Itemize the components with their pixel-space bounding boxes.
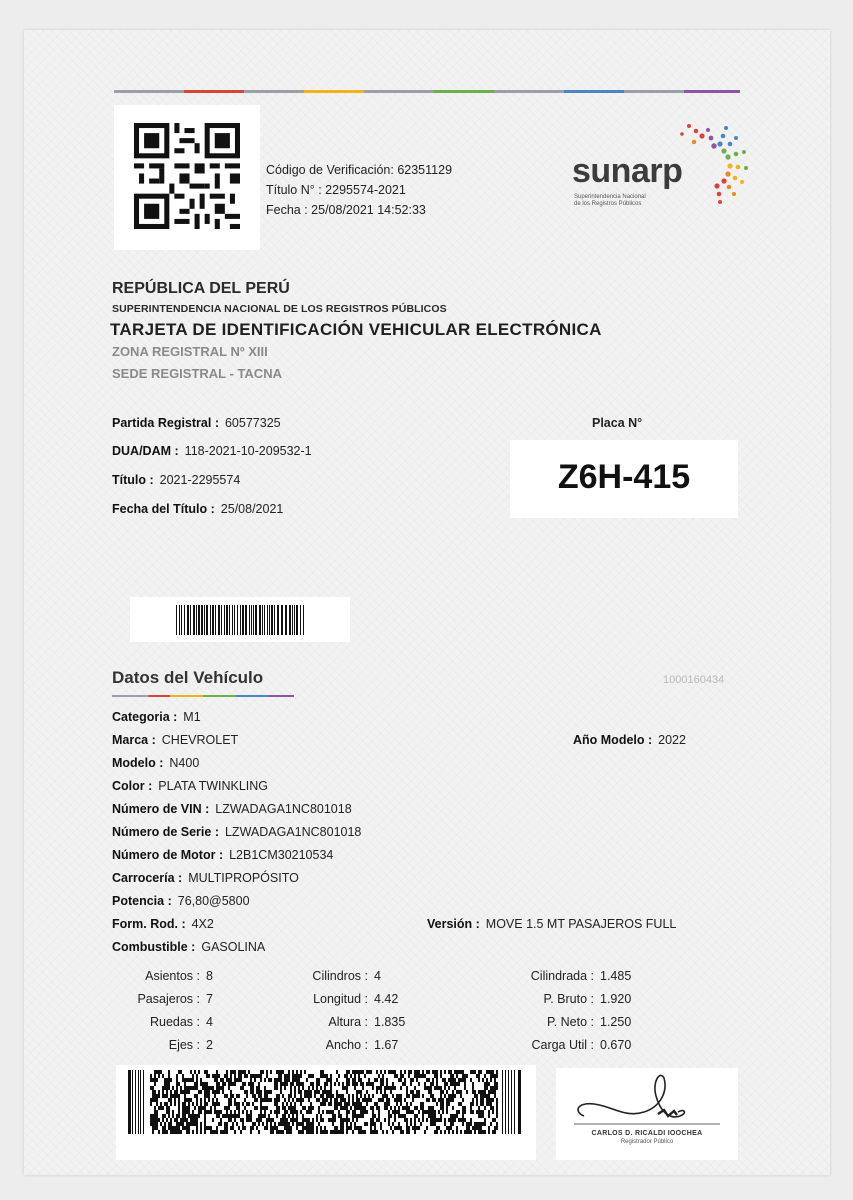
potencia-value: 76,80@5800 [177, 894, 250, 908]
marca-row [112, 733, 238, 747]
carroceria-row [112, 871, 299, 885]
categoria-row [112, 710, 201, 724]
signature-role: Registrador Público [620, 1139, 674, 1145]
serie-value: LZWADAGA1NC801018 [224, 825, 362, 839]
placa-value: Z6H-415 [557, 458, 691, 496]
sunarp-logo [572, 122, 762, 222]
modelo-value: N400 [169, 756, 200, 770]
barcode-pdf417 [116, 1065, 536, 1160]
ancho-value: 1.67 [374, 1038, 399, 1052]
ruedas-value: 4 [206, 1015, 213, 1029]
anio-modelo-row [573, 733, 686, 747]
verification-date: Fecha : 25/08/2021 14:52:33 [266, 203, 426, 217]
altura-value: 1.835 [374, 1015, 406, 1029]
vehicle-card-sheet [24, 30, 830, 1175]
country-heading: REPÚBLICA DEL PERÚ [112, 280, 290, 297]
marca-label: Marca : [112, 733, 156, 747]
barcode-small [130, 597, 350, 642]
anio-modelo-value: 2022 [658, 733, 686, 747]
cilindros-value: 4 [374, 969, 381, 983]
dua-value: 118-2021-10-209532-1 [184, 444, 312, 458]
modelo-label: Modelo : [112, 756, 164, 770]
p-bruto-value: 1.920 [600, 992, 632, 1006]
verification-info [266, 160, 452, 220]
motor-row [112, 848, 333, 862]
categoria-label: Categoria : [112, 710, 178, 724]
vehicle-section-underline [112, 695, 294, 697]
ejes-label: Ejes : [168, 1038, 200, 1052]
vin-value: LZWADAGA1NC801018 [215, 802, 352, 816]
p-neto-label: P. Neto : [546, 1015, 594, 1029]
asientos-value: 8 [206, 969, 213, 983]
signature-icon [564, 1072, 730, 1130]
vehicle-serial: 1000160434 [663, 674, 725, 686]
document-title: TARJETA DE IDENTIFICACIÓN VEHICULAR ELECTRÓNICA [110, 320, 602, 339]
color-value: PLATA TWINKLING [158, 779, 269, 793]
qr-code-box [114, 105, 260, 250]
sunarp-wordmark: sunarp [572, 152, 683, 190]
motor-value: L2B1CM30210534 [229, 848, 334, 862]
color-stripe [114, 90, 740, 93]
sunarp-subtitle [574, 194, 684, 208]
version-value: MOVE 1.5 MT PASAJEROS FULL [485, 917, 677, 931]
ejes-value: 2 [206, 1038, 213, 1052]
titulo-label: Título : [112, 473, 154, 487]
combustible-row [112, 940, 265, 954]
dua-row [112, 444, 312, 458]
sunarp-subtitle-line1: Superintendencia Nacional [574, 194, 646, 200]
serie-row [112, 825, 361, 839]
barcode-small-icon [176, 605, 306, 635]
placa-box [510, 440, 738, 518]
titulo-value: 2021-2295574 [159, 473, 241, 487]
fecha-titulo-value: 25/08/2021 [220, 502, 284, 516]
combustible-value: GASOLINA [201, 940, 266, 954]
sede-registral: SEDE REGISTRAL - TACNA [112, 366, 282, 381]
cilindrada-value: 1.485 [600, 969, 632, 983]
version-row [427, 917, 676, 931]
asientos-label: Asientos : [145, 969, 200, 983]
dua-label: DUA/DAM : [112, 444, 179, 458]
p-neto-value: 1.250 [600, 1015, 632, 1029]
barcode-pdf417-icon [128, 1070, 524, 1134]
cilindros-label: Cilindros : [312, 969, 368, 983]
longitud-label: Longitud : [313, 992, 368, 1006]
carroceria-value: MULTIPROPÓSITO [188, 871, 299, 885]
partida-row [112, 416, 281, 430]
categoria-value: M1 [183, 710, 201, 724]
verification-code: Código de Verificación: 62351129 [266, 163, 453, 177]
color-row [112, 779, 268, 793]
fecha-titulo-label: Fecha del Título : [112, 502, 215, 516]
cilindrada-label: Cilindrada : [530, 969, 594, 983]
ruedas-label: Ruedas : [149, 1015, 200, 1029]
vehicle-section-title: Datos del Vehículo [112, 668, 264, 687]
form-rod-label: Form. Rod. : [112, 917, 186, 931]
carga-util-value: 0.670 [600, 1038, 632, 1052]
serie-label: Número de Serie : [112, 825, 219, 839]
carga-util-label: Carga Util : [531, 1038, 594, 1052]
verification-title-number: Título N° : 2295574-2021 [266, 183, 406, 197]
agency-heading: SUPERINTENDENCIA NACIONAL DE LOS REGISTROS PÚBLICOS [112, 303, 447, 315]
placa-label: Placa N° [592, 416, 643, 430]
signature-name: CARLOS D. RICALDI IOOCHEA [591, 1130, 703, 1137]
ancho-label: Ancho : [325, 1038, 368, 1052]
motor-label: Número de Motor : [112, 848, 224, 862]
partida-label: Partida Registral : [112, 416, 219, 430]
potencia-row [112, 894, 250, 908]
version-label: Versión : [427, 917, 480, 931]
modelo-row [112, 756, 199, 770]
partida-value: 60577325 [224, 416, 281, 430]
pasajeros-value: 7 [206, 992, 213, 1006]
form-rod-row [112, 917, 214, 931]
color-label: Color : [112, 779, 153, 793]
signature-box [556, 1068, 738, 1160]
combustible-label: Combustible : [112, 940, 196, 954]
potencia-label: Potencia : [112, 894, 172, 908]
vin-label: Número de VIN : [112, 802, 210, 816]
sunarp-subtitle-line2: de los Registros Públicos [574, 201, 642, 207]
p-bruto-label: P. Bruto : [543, 992, 594, 1006]
zona-registral: ZONA REGISTRAL Nº XIII [112, 344, 268, 359]
qr-code-icon [134, 123, 240, 229]
marca-value: CHEVROLET [161, 733, 239, 747]
anio-modelo-label: Año Modelo : [573, 733, 653, 747]
form-rod-value: 4X2 [191, 917, 214, 931]
carroceria-label: Carrocería : [112, 871, 183, 885]
longitud-value: 4.42 [374, 992, 399, 1006]
pasajeros-label: Pasajeros : [137, 992, 200, 1006]
fecha-titulo-row [112, 502, 283, 516]
altura-label: Altura : [328, 1015, 368, 1029]
vin-row [112, 802, 352, 816]
titulo-row [112, 473, 240, 487]
